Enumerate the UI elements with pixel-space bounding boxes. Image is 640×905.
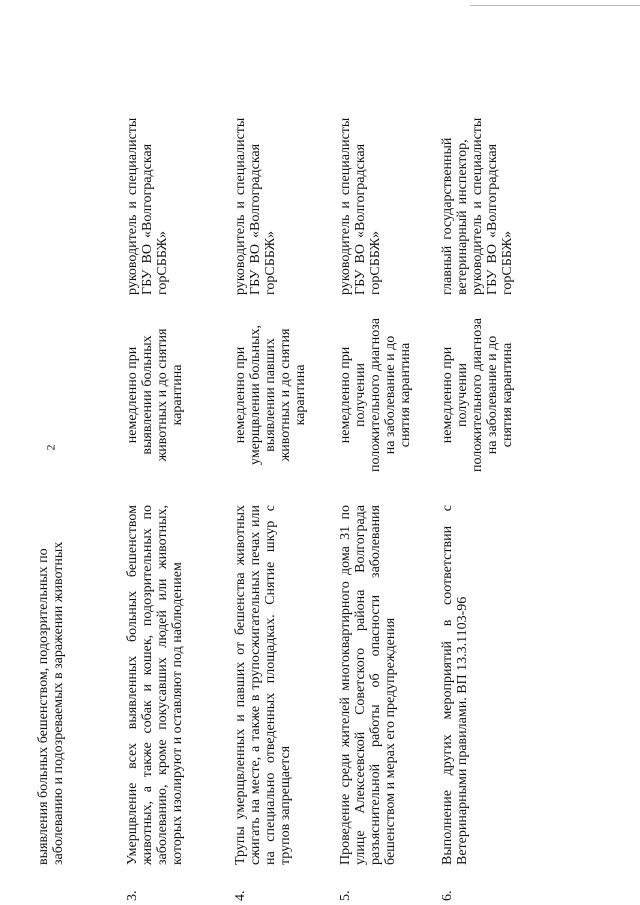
responsible-party <box>338 117 383 295</box>
word: главный <box>440 245 455 295</box>
responsible-line <box>353 145 368 295</box>
word: руководитель <box>233 214 248 295</box>
word: ГБУ <box>485 269 500 295</box>
responsible-line <box>233 117 248 295</box>
word: руководитель <box>470 214 485 295</box>
word: специалисты <box>125 117 140 196</box>
word: «Волгоградская <box>140 143 155 238</box>
word: специалисты <box>233 117 248 196</box>
word: и <box>338 201 353 209</box>
measure-deadline: немедленно при выявлении больных животных и до снятия карантина <box>125 328 185 462</box>
row-number: 3. <box>125 890 140 901</box>
word: руководитель <box>338 214 353 295</box>
word: «Волгоградская <box>353 143 368 238</box>
row-number: 4. <box>233 890 248 901</box>
word: ГБУ <box>353 269 368 295</box>
responsible-party <box>125 117 170 295</box>
responsible-line: горСББЖ» <box>155 230 170 295</box>
responsible-line <box>125 117 140 295</box>
responsible-party <box>233 117 278 295</box>
responsible-line <box>455 139 470 295</box>
word: ВО <box>485 243 500 264</box>
word: государственный <box>440 137 455 240</box>
word: ВО <box>140 243 155 264</box>
word: ВО <box>248 243 263 264</box>
word: и <box>125 201 140 209</box>
word: и <box>470 201 485 209</box>
measure-deadline: немедленно при получении положительного диагноза на заболевание и до снятия карантина <box>338 318 413 473</box>
word: ГБУ <box>140 269 155 295</box>
row-number: 5. <box>338 890 353 901</box>
responsible-line <box>140 145 155 295</box>
word: и <box>233 201 248 209</box>
measure-description: Проведение среди жителей многоквартирного дома 31 по улице Алексеевской Советского района Волгограда разъяснительной работы об опасности заболевания бешенством и мерах его предупреждения <box>338 505 398 865</box>
responsible-line: горСББЖ» <box>500 230 515 295</box>
page-number: 2 <box>43 444 58 451</box>
continuation-text: выявления больных бешенством, подозрительных по заболеванию и подозреваемых в заражении животных <box>36 541 66 865</box>
responsible-line <box>470 117 485 295</box>
word: ВО <box>353 243 368 264</box>
word: «Волгоградская <box>485 143 500 238</box>
measure-description: Трупы умерщвленных и павших от бешенства животных сжигать на месте, а также в трупосжигательных печах или на специально отведенных площадках. Снятие шкур с трупов запрещается <box>233 505 293 865</box>
word: «Волгоградская <box>248 143 263 238</box>
responsible-line <box>338 117 353 295</box>
responsible-line <box>485 145 500 295</box>
word: инспектор, <box>455 139 470 205</box>
word: специалисты <box>338 117 353 196</box>
measure-deadline: немедленно при умерщвлении больных, выявлении павших животных и до снятия карантина <box>233 325 308 465</box>
word: ГБУ <box>248 269 263 295</box>
responsible-line <box>248 145 263 295</box>
measure-description: Умерщвление всех выявленных больных бешенством животных, а также собак и кошек, подозрительных по заболеванию, кроме покусавших людей или животных, которых изолируют и оставляют под наблюдением <box>125 505 185 865</box>
responsible-line: горСББЖ» <box>263 230 278 295</box>
responsible-party <box>440 117 515 295</box>
measure-deadline: немедленно при получении положительного диагноза на заболевание и до снятия карантина <box>440 318 515 473</box>
word: специалисты <box>470 117 485 196</box>
word: руководитель <box>125 214 140 295</box>
responsible-line <box>440 137 455 295</box>
measure-description: Выполнение других мероприятий в соответствии с Ветеринарными правилами. ВП 13.3.1103-96 <box>440 505 470 865</box>
row-number: 6. <box>440 890 455 901</box>
word: ветеринарный <box>455 210 470 295</box>
responsible-line: горСББЖ» <box>368 230 383 295</box>
